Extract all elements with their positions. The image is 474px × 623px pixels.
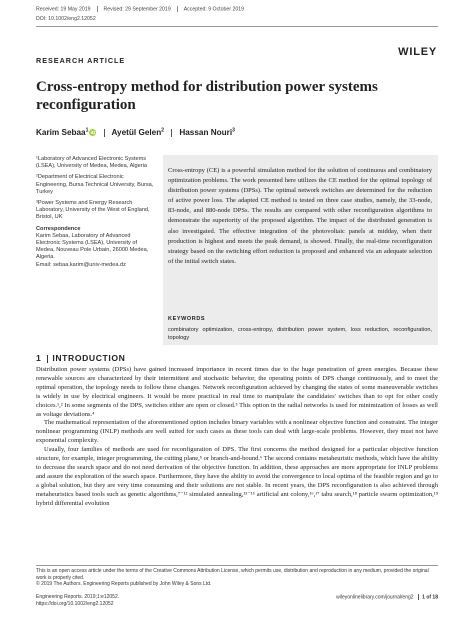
separator: [47, 355, 48, 363]
section-number: 1: [36, 353, 42, 363]
body-text: [36, 366, 438, 509]
orcid-icon[interactable]: iD: [90, 130, 96, 136]
separator: [104, 129, 105, 137]
article-title: Cross-entropy method for distribution power systems reconfiguration: [36, 79, 378, 113]
affiliation: ²Department of Electrical Electronic Engineering, Bursa Technical University, Bursa, Turkey: [36, 174, 154, 195]
received-date: Received: 19 May 2019: [36, 6, 91, 13]
correspondence-email[interactable]: Email: sebaa.karim@univ-medea.dz: [36, 261, 126, 268]
revised-date: Revised: 29 September 2019: [103, 6, 171, 13]
received-history: [36, 6, 244, 12]
article-type: RESEARCH ARTICLE: [36, 56, 126, 65]
section-title: INTRODUCTION: [52, 353, 126, 363]
author-affil-ref: 1: [85, 127, 89, 134]
affiliations: [36, 156, 154, 273]
paragraph: Distribution power systems (DPSs) have gained increased importance in recent times due to the huge penetration of green energies. Because these renewable sources are characterized by their intermittent and stochastic behavior, the operating points of DPS change continuously, and to meet the optimal operation, the topology needs to follow these changes. Network reconfiguration achieved by changing the states of some maneuverable switches is widely in use by electrical engineers. It would be more practical in real time to manipulate the candidates' switches than to opt for other costly choices.¹,² In some segments of the DPS, switches either are open or closed.³ This option in the radial networks is used for minimization of losses as well as voltage deviations.⁴: [36, 366, 438, 418]
footer-site: [336, 594, 438, 600]
author-affil-ref: 2: [161, 127, 164, 134]
author-affil-ref: 3: [232, 127, 235, 134]
paragraph: Usually, four families of methods are used for reconfiguration of DPS. The first concerns the method designed for a particular objective function structure, for example, integer programming, the cutting plane,⁵ or branch-and-bound.⁶ The second contains metaheuristic methods, which have the ability to decrease the search space and do not need derivation of the objective function. In addition, these approaches are more appropriate for INLP problems and assure the exploration of the search space. Furthermore, they have the ability to avoid the convergence to local optima of the feasible region and go to a global solution, but they are very time consuming and their solutions are not stable. In recent years, the DPS reconfiguration is also achieved through metaheuristics based tools such as genetic algorithms,⁷⁻¹² simulated annealing,¹³⁻¹⁵ artificial ant colony,¹⁶,¹⁷ tabu search,¹⁸ particle swarm optimization,¹⁹ hybrid differential evolution: [36, 446, 438, 507]
correspondence-text: Karim Sebaa, Laboratory of Advanced Electronic Systems (LSEA), University of Medea, Nouveau Pole Urbain, 26000 Medea, Algeria.: [36, 232, 149, 261]
keywords-text: combinatory optimization, cross-entropy, distribution power system, loss reduction, reconfiguration, topology: [168, 327, 432, 342]
journal-citation: Engineering Reports. 2019;1:e12052.: [36, 594, 120, 600]
affiliation: ¹Laboratory of Advanced Electronic Systems (LSEA), University of Medea, Medea, Algeria: [36, 156, 147, 170]
author-name[interactable]: Ayetül Gelen: [111, 128, 162, 137]
journal-site-link[interactable]: wileyonlinelibrary.com/journal/eng2: [336, 594, 414, 601]
section-heading: [36, 353, 125, 363]
header-rule: [36, 26, 438, 27]
author-name[interactable]: Hassan Nouri: [179, 128, 233, 137]
correspondence-heading: Correspondence: [36, 225, 81, 232]
license-text: This is an open access article under the terms of the Creative Commons Attribution License, which permits use, distribution and reproduction in any medium, provided the original work is properly cited.: [36, 568, 429, 581]
accepted-date: Accepted: 9 October 2019: [183, 6, 244, 13]
footnote-rule: [36, 565, 438, 566]
license-footnote: [36, 568, 438, 588]
author-name[interactable]: Karim Sebaa: [36, 128, 86, 137]
affiliation: ³Power Systems and Energy Research Laboratory, University of the West of England, Bristol, UK: [36, 200, 150, 221]
copyright-text: © 2019 The Authors. Engineering Reports published by John Wiley & Sons Ltd.: [36, 581, 212, 588]
separator: [177, 6, 178, 12]
separator: [97, 6, 98, 12]
author-list: [36, 128, 235, 137]
separator: [418, 594, 419, 600]
keywords-heading: KEYWORDS: [168, 316, 206, 322]
paragraph: The mathematical representation of the aforementioned option includes binary variables with a nonlinear objective function and constraint. The integer nonlinear programming (INLP) methods are well suited for such cases as these tools can deal with large-scale problems. However, they must not have exponential complexity.: [36, 419, 438, 445]
footer-citation: [36, 594, 119, 607]
separator: [171, 129, 172, 137]
doi[interactable]: DOI: 10.1002/eng2.12052: [36, 16, 96, 22]
abstract-text: Cross-entropy (CE) is a powerful simulation method for the solution of continuous and combinatory optimization problems. The work presented here utilizes the CE method for the optimal topology of distribution power systems (DPSs). The optimal network switches are determined for the reduction of active power loss. The adapted CE method is tested on three case studies, namely, the 33-node, 83-node, and 880-node DPSs. The results are compared with other reconfiguration algorithms to demonstrate the superiority of the proposed algorithm. The impact of the distributed generation is also investigated. The effective integration of the photovoltaic panels at midday, when their production is highest and meets the peak demand, is showed. Finally, the real-time reconfiguration strategy based on the switching effort reduction is proposed and enhanced via an adequate selection of the initial switch states.: [168, 167, 432, 265]
doi-link[interactable]: https://doi.org/10.1002/eng2.12052: [36, 600, 114, 607]
publisher-logo: WILEY: [398, 46, 437, 58]
page-number: 1 of 18: [422, 594, 438, 601]
